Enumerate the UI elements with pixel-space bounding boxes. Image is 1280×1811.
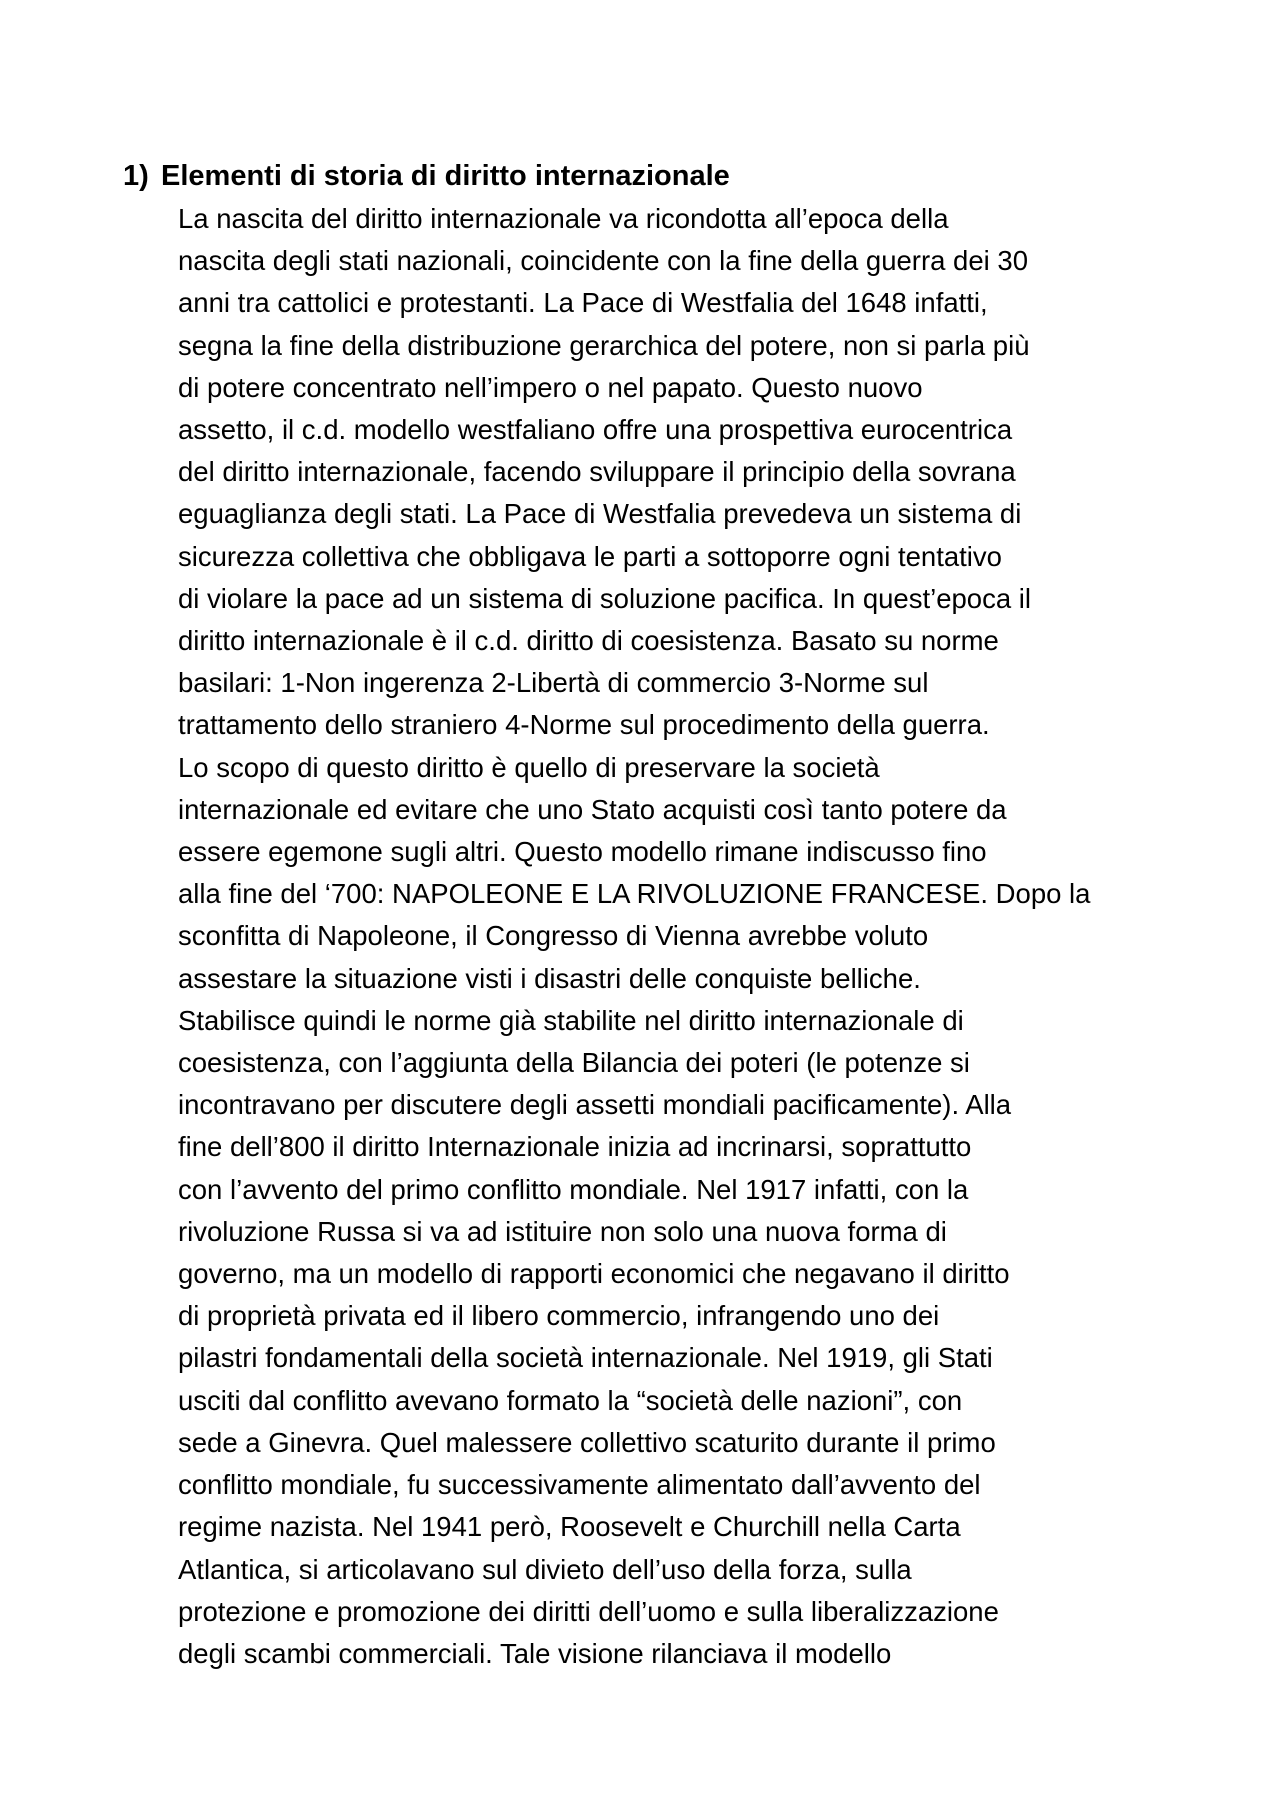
- text-line: regime nazista. Nel 1941 però, Roosevelt e Churchill nella Carta: [178, 1511, 961, 1543]
- text-line: degli scambi commerciali. Tale visione rilanciava il modello: [178, 1637, 892, 1669]
- section-title: Elementi di storia di diritto internazionale: [161, 160, 730, 192]
- body-paragraph: [178, 198, 1178, 1675]
- text-line: La nascita del diritto internazionale va ricondotta all’epoca della: [178, 203, 949, 234]
- text-line: con l’avvento del primo conflitto mondiale. Nel 1917 infatti, con la: [178, 1173, 969, 1205]
- text-line: alla fine del ‘700: NAPOLEONE E LA RIVOLUZIONE FRANCESE. Dopo la: [178, 878, 1091, 910]
- text-line: del diritto internazionale, facendo sviluppare il principio della sovrana: [178, 456, 1016, 488]
- text-line: eguaglianza degli stati. La Pace di Westfalia prevedeva un sistema di: [178, 498, 1022, 530]
- text-line: di proprietà privata ed il libero commercio, infrangendo uno dei: [178, 1300, 940, 1332]
- text-line: di potere concentrato nell’impero o nel papato. Questo nuovo: [178, 371, 923, 403]
- text-line: diritto internazionale è il c.d. diritto di coesistenza. Basato su norme: [178, 625, 999, 657]
- text-line: internazionale ed evitare che uno Stato acquisti così tanto potere da: [178, 793, 1007, 825]
- text-line: coesistenza, con l’aggiunta della Bilancia dei poteri (le potenze si: [178, 1047, 970, 1079]
- text-line: rivoluzione Russa si va ad istituire non solo una nuova forma di: [178, 1215, 947, 1247]
- text-line: assestare la situazione visti i disastri delle conquiste belliche.: [178, 962, 921, 994]
- text-line: di violare la pace ad un sistema di soluzione pacifica. In quest’epoca il: [178, 582, 1031, 614]
- text-line: segna la fine della distribuzione gerarchica del potere, non si parla più: [178, 329, 1030, 361]
- text-line: assetto, il c.d. modello westfaliano offre una prospettiva eurocentrica: [178, 414, 1013, 446]
- text-line: incontravano per discutere degli assetti mondiali pacificamente). Alla: [178, 1089, 1012, 1121]
- text-line: Atlantica, si articolavano sul divieto dell’uso della forza, sulla: [178, 1553, 912, 1585]
- text-line: protezione e promozione dei diritti dell’uomo e sulla liberalizzazione: [178, 1595, 999, 1627]
- text-line: fine dell’800 il diritto Internazionale inizia ad incrinarsi, soprattutto: [178, 1131, 972, 1163]
- section-number: 1): [123, 160, 149, 192]
- text-line: anni tra cattolici e protestanti. La Pace di Westfalia del 1648 infatti,: [178, 287, 988, 319]
- text-line: sconfitta di Napoleone, il Congresso di Vienna avrebbe voluto: [178, 920, 929, 952]
- section-heading: [123, 155, 730, 197]
- text-line: nascita degli stati nazionali, coincidente con la fine della guerra dei 30: [178, 245, 1028, 277]
- text-line: trattamento dello straniero 4-Norme sul procedimento della guerra.: [178, 709, 990, 741]
- text-line: usciti dal conflitto avevano formato la “società delle nazioni”, con: [178, 1384, 963, 1416]
- text-line: essere egemone sugli altri. Questo modello rimane indiscusso fino: [178, 836, 987, 868]
- text-line: Lo scopo di questo diritto è quello di preservare la società: [178, 751, 880, 783]
- text-line: governo, ma un modello di rapporti economici che negavano il diritto: [178, 1258, 1010, 1290]
- text-line: sicurezza collettiva che obbligava le parti a sottoporre ogni tentativo: [178, 540, 1002, 572]
- text-line: Stabilisce quindi le norme già stabilite nel diritto internazionale di: [178, 1004, 964, 1036]
- text-line: basilari: 1-Non ingerenza 2-Libertà di commercio 3-Norme sul: [178, 667, 929, 699]
- text-line: sede a Ginevra. Quel malessere collettivo scaturito durante il primo: [178, 1426, 996, 1458]
- text-line: conflitto mondiale, fu successivamente alimentato dall’avvento del: [178, 1469, 981, 1501]
- text-line: pilastri fondamentali della società internazionale. Nel 1919, gli Stati: [178, 1342, 993, 1374]
